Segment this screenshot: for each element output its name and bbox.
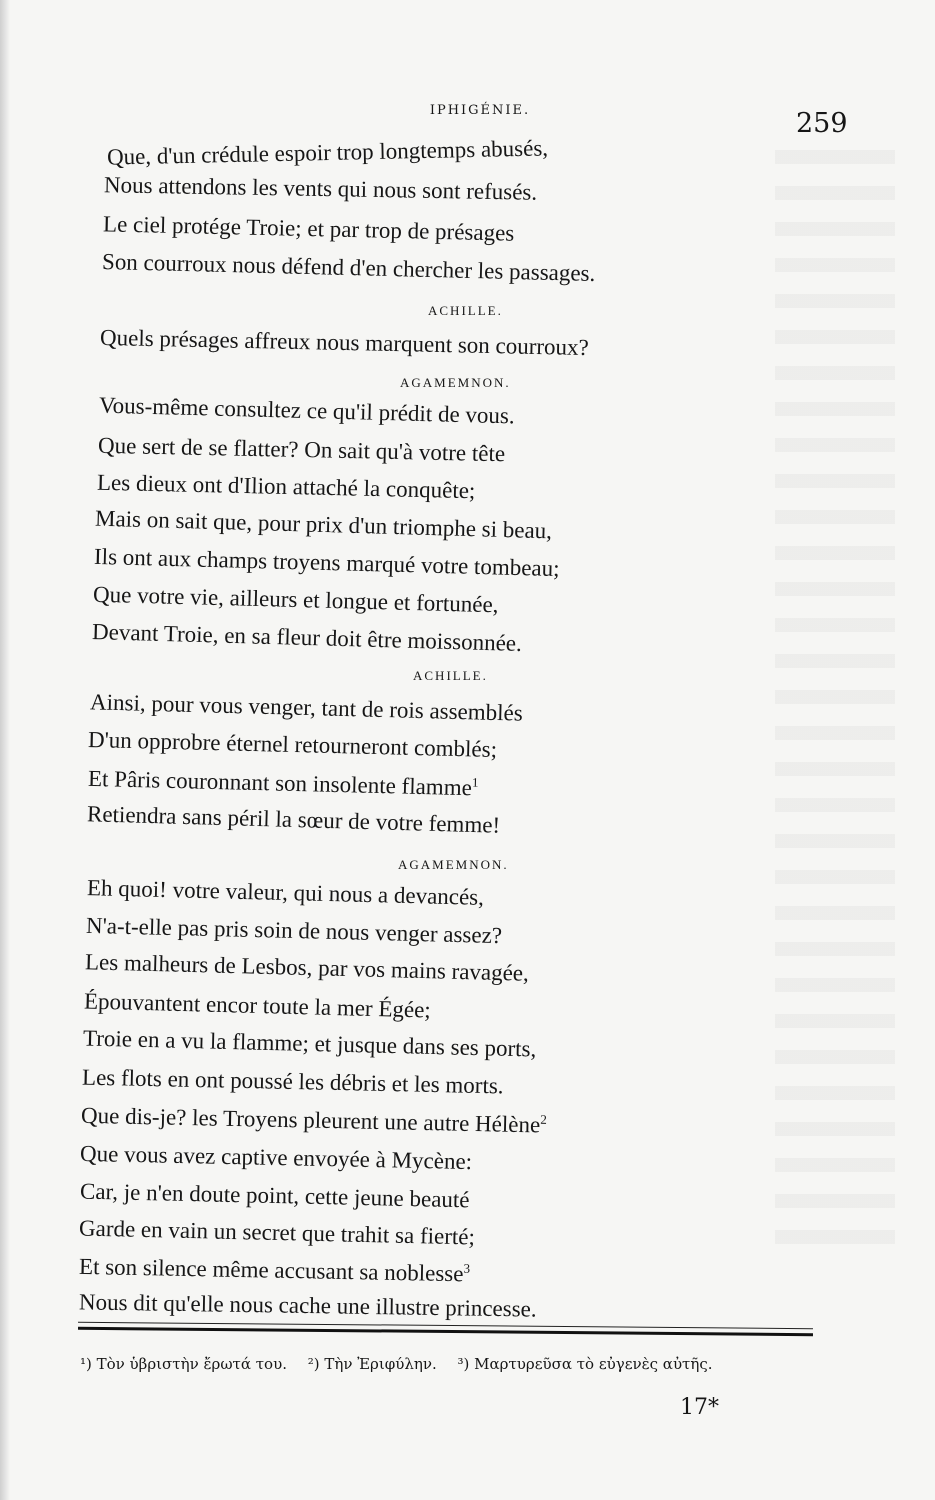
verse-line: Que votre vie, ailleurs et longue et fortunée, — [92, 581, 499, 618]
verse-text: Et Pâris couronnant son insolente flamme — [87, 765, 473, 801]
footnote-2: ²) Τὴν Ἐριφύλην. — [307, 1355, 437, 1373]
verse-line: Nous dit qu'elle nous cache une illustre princesse. — [78, 1289, 537, 1322]
verse-line: Retiendra sans péril la sœur de votre femme! — [86, 801, 501, 838]
verse-line — [79, 1253, 470, 1287]
verse-line: Devant Troie, en sa fleur doit être moissonnée. — [91, 619, 523, 656]
verse-line: Nous attendons les vents qui nous sont refusés. — [103, 172, 538, 205]
speaker-achille: ACHILLE. — [428, 303, 503, 318]
footnote-1: ¹) Τὸν ὑβριστὴν ἔρωτά του. — [80, 1355, 287, 1373]
verse-line: Les flots en ont poussé les débris et les morts. — [81, 1064, 504, 1099]
verse-line: Quels présages affreux nous marquent son courroux? — [99, 324, 590, 361]
show-through-text — [775, 150, 895, 1250]
footnote-3: ³) Μαρτυρεῦσα τὸ εὐγενὲς αὐτῆς. — [457, 1355, 713, 1373]
footnote-marker: 2 — [540, 1111, 547, 1127]
verse-line: Mais on sait que, pour prix d'un triomphe si beau, — [94, 505, 553, 544]
verse-text: Et son silence même accusant sa noblesse — [78, 1253, 464, 1287]
footnote-marker: 3 — [463, 1260, 471, 1276]
speaker-agamemnon: AGAMEMNON. — [398, 857, 509, 872]
verse-line — [81, 1102, 547, 1138]
verse-line: Eh quoi! votre valeur, qui nous a devancés, — [86, 875, 485, 910]
verse-line: D'un opprobre éternel retourneront comblés; — [87, 727, 498, 762]
speaker-agamemnon: AGAMEMNON. — [400, 375, 511, 390]
speaker-achille: ACHILLE. — [413, 668, 488, 683]
running-title: IPHIGÉNIE. — [429, 103, 531, 118]
verse-line: Que, d'un crédule espoir trop longtemps abusés, — [106, 135, 549, 170]
verse-line: Les dieux ont d'Ilion attaché la conquête; — [96, 469, 476, 504]
verse-line: Ainsi, pour vous venger, tant de rois assemblés — [89, 689, 524, 726]
verse-line: Garde en vain un secret que trahit sa fierté; — [78, 1215, 476, 1250]
verse-line: Car, je n'en doute point, cette jeune beauté — [79, 1178, 470, 1213]
verse-line: Troie en a vu la flamme; et jusque dans ses ports, — [82, 1025, 537, 1062]
verse-line: Vous-même consultez ce qu'il prédit de vous. — [98, 392, 515, 429]
verse-line — [88, 765, 479, 801]
footnote-marker: 1 — [471, 774, 479, 790]
verse-line: Épouvantent encor toute la mer Égée; — [83, 988, 432, 1023]
page-number: 259 — [796, 108, 848, 139]
verse-line: N'a-t-elle pas pris soin de nous venger assez? — [85, 912, 503, 949]
verse-line: Son courroux nous défend d'en chercher les passages. — [101, 248, 596, 287]
footnotes — [80, 1355, 820, 1373]
verse-line: Ils ont aux champs troyens marqué votre tombeau; — [93, 543, 560, 582]
signature-mark: 17* — [680, 1395, 719, 1420]
verse-text: Que dis-je? les Troyens pleurent une autre Hélène — [80, 1102, 541, 1138]
verse-line: Les malheurs de Lesbos, par vos mains ravagée, — [84, 949, 530, 986]
verse-line: Que vous avez captive envoyée à Mycène: — [79, 1140, 473, 1175]
verse-line: Que sert de se flatter? On sait qu'à votre tête — [97, 432, 506, 467]
page-edge-shadow — [0, 0, 10, 1500]
verse-line: Le ciel protége Troie; et par trop de présages — [102, 211, 515, 246]
